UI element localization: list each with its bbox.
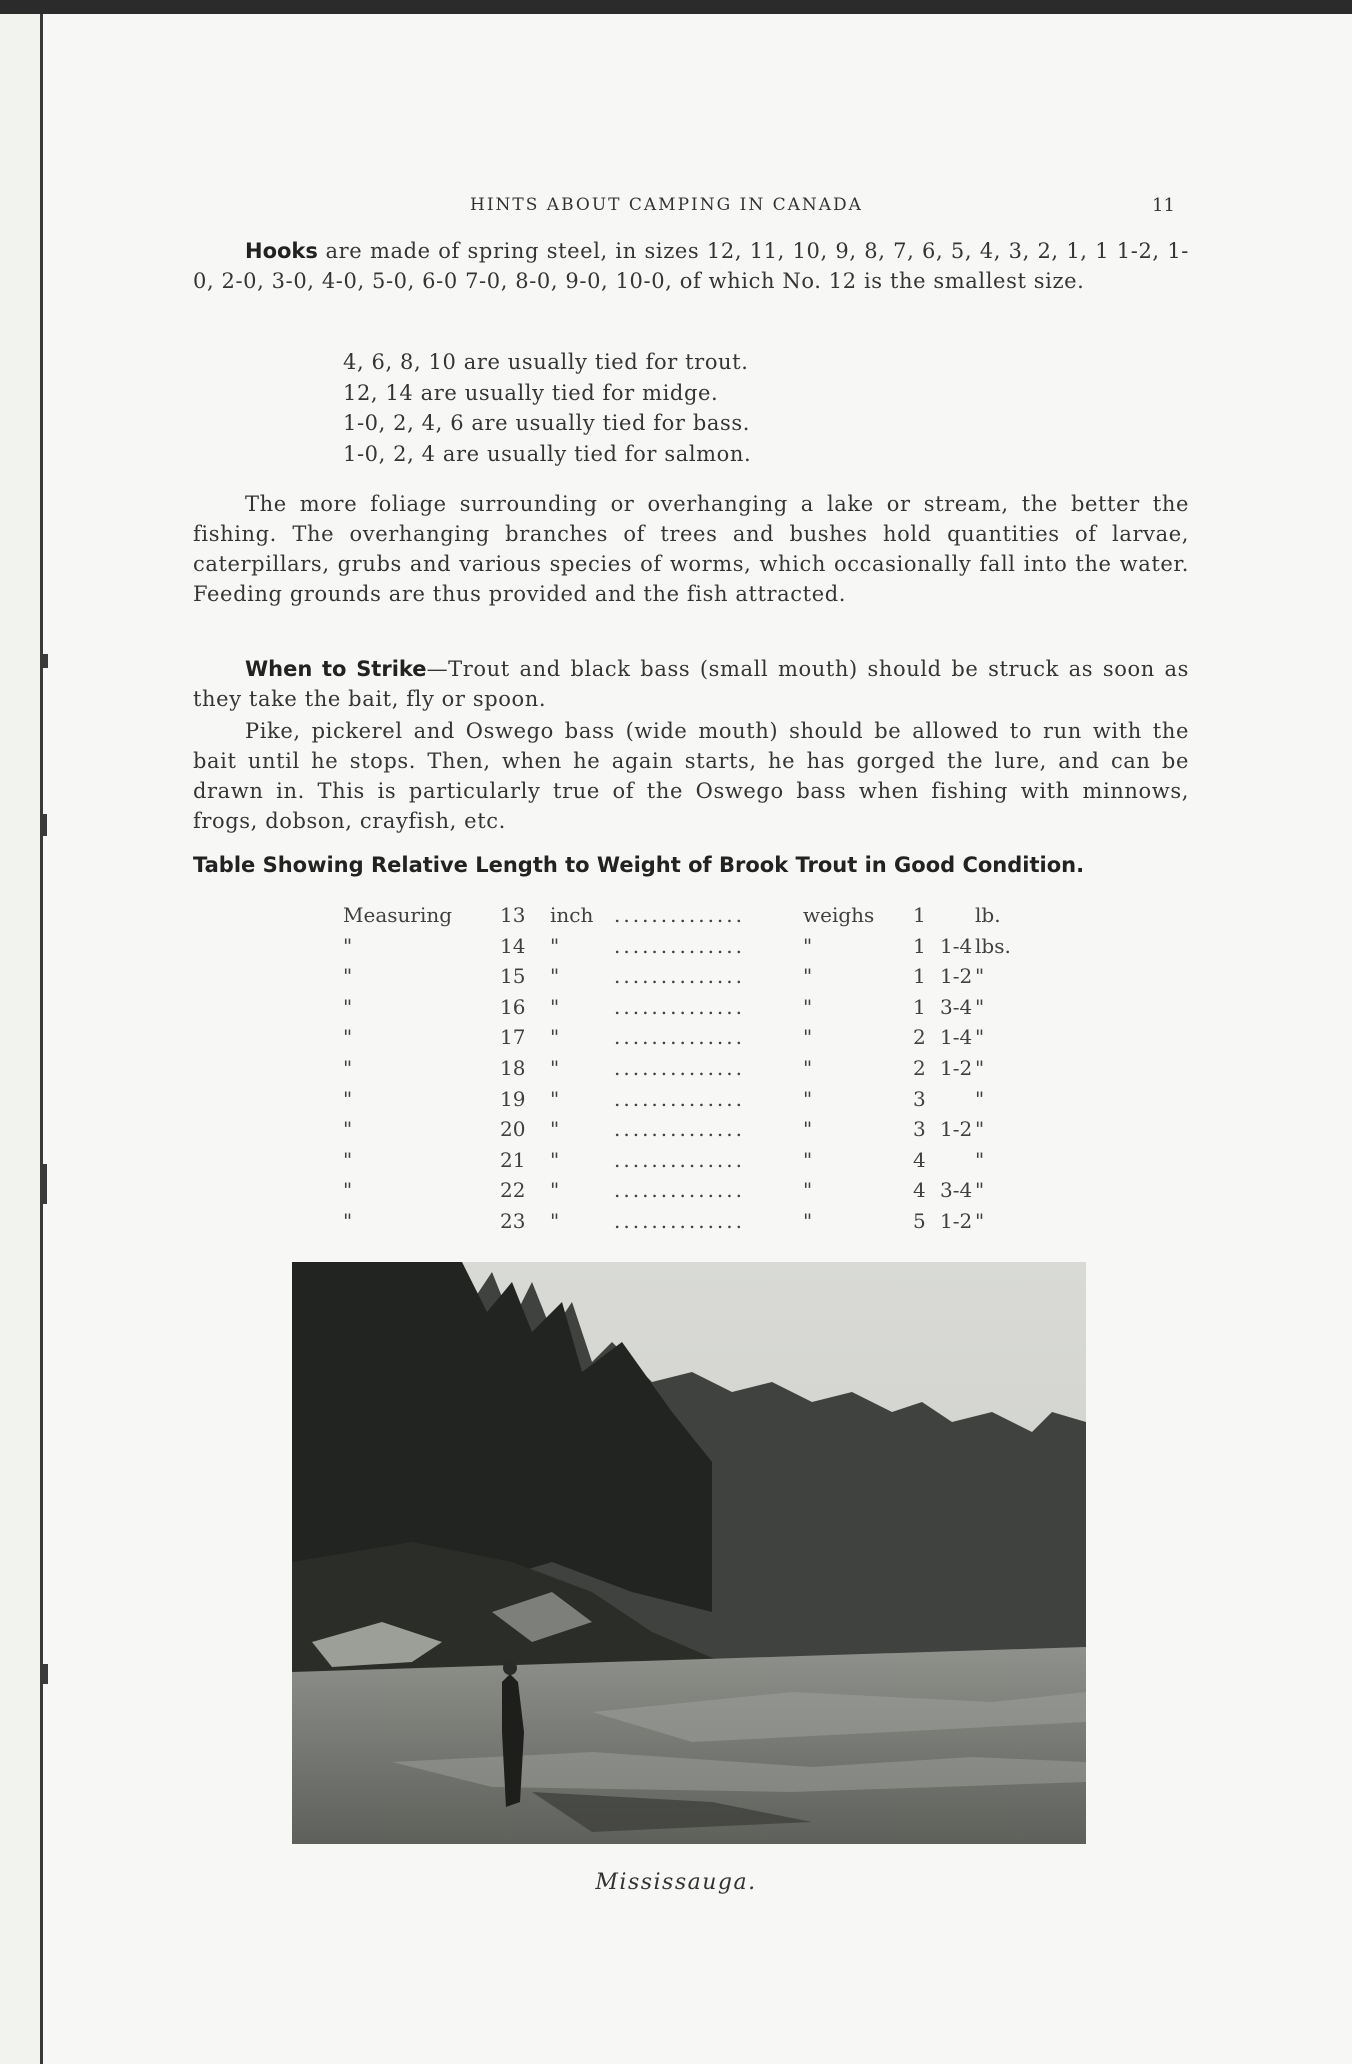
table-cell-leader: .............. [614, 1056, 746, 1080]
spine-mark [43, 1664, 48, 1684]
strike-paragraph-2: Pike, pickerel and Oswego bass (wide mouth) should be allowed to run with the bait until he stops. Then, when he again starts, he has gorged the lure, and can be drawn in. This is particularly true of the Oswego bass when fishing with minnows, frogs, dobson, crayfish, etc. [193, 719, 1189, 833]
table-cell-inch: " [550, 1056, 560, 1080]
table-cell-weight-fraction: 1-2 [940, 964, 973, 989]
hooks-paragraph [193, 236, 1189, 296]
table-cell-weighs: " [803, 1025, 813, 1050]
table-cell-inch: " [550, 1025, 560, 1050]
table-cell-weight-whole: 1 [913, 994, 926, 1019]
table-cell-leader: .............. [614, 1147, 746, 1172]
table-cell-weight-fraction: 1-2 [940, 1117, 973, 1142]
table-cell-inch: inch [550, 903, 594, 927]
table-cell-weighs: " [803, 964, 813, 989]
table-cell-unit: lb. [975, 903, 1001, 927]
table-cell-length: 15 [500, 964, 526, 989]
table-cell-weighs: " [803, 1147, 813, 1172]
strike-text: —Trout and black bass (small mouth) should be struck as soon as they take the bait, fly or spoon. [193, 657, 1189, 711]
table-cell-unit: " [975, 1056, 985, 1080]
table-cell-leader: .............. [614, 933, 746, 958]
table-cell-weight-whole: 5 [913, 1209, 926, 1233]
table-cell-measuring: " [343, 1209, 353, 1233]
foliage-paragraph: The more foliage surrounding or overhanging a lake or stream, the better the fishing. The overhanging branches of trees and bushes hold quantities of larvae, caterpillars, grubs and various species of worms, which occasionally fall into the water. Feeding grounds are thus provided and the fish attracted. [193, 492, 1189, 606]
table-cell-weighs: " [803, 1178, 813, 1203]
table-cell-weight-whole: 1 [913, 933, 926, 958]
table-cell-length: 16 [500, 994, 526, 1019]
table-cell-length: 13 [500, 903, 526, 927]
table-cell-inch: " [550, 1178, 560, 1203]
table-cell-length: 20 [500, 1117, 526, 1142]
table-cell-length: 19 [500, 1086, 526, 1111]
list-item: 12, 14 are usually tied for midge. [343, 380, 719, 405]
table-cell-leader: .............. [614, 903, 746, 927]
table-cell-weight-whole: 3 [913, 1117, 926, 1142]
table-cell-weighs: " [803, 933, 813, 958]
table-cell-leader: .............. [614, 1025, 746, 1050]
table-cell-unit: " [975, 1178, 985, 1203]
table-cell-unit: " [975, 1025, 985, 1050]
table-cell-measuring: " [343, 1147, 353, 1172]
table-cell-unit: " [975, 1147, 985, 1172]
strike-lead: When to Strike [245, 657, 427, 681]
list-item: 4, 6, 8, 10 are usually tied for trout. [343, 350, 749, 374]
table-cell-measuring: " [343, 1178, 353, 1203]
table-cell-leader: .............. [614, 1209, 746, 1233]
hooks-text: are made of spring steel, in sizes 12, 11, 10, 9, 8, 7, 6, 5, 4, 3, 2, 1, 1 1-2, 1-0, 2-0, 3-0, 4-0, 5-0, 6-0 7-0, 8-0, 9-0, 10-0, of which No. 12 is the smallest size. [193, 239, 1189, 293]
spine-mark [43, 654, 48, 668]
table-cell-measuring: " [343, 1056, 353, 1080]
table-cell-measuring: " [343, 994, 353, 1019]
table-cell-weight-fraction: 1-4 [940, 933, 973, 958]
spine-mark [43, 814, 47, 836]
table-cell-weight-whole: 4 [913, 1147, 926, 1172]
river-photo [292, 1262, 1086, 1844]
table-cell-inch: " [550, 933, 560, 958]
list-item: 1-0, 2, 4 are usually tied for salmon. [343, 441, 752, 466]
table-cell-measuring: " [343, 1025, 353, 1050]
table-cell-weight-fraction: 1-2 [940, 1056, 973, 1080]
table-cell-measuring: Measuring [343, 903, 453, 927]
table-cell-weighs: " [803, 1056, 813, 1080]
table-cell-weighs: " [803, 1117, 813, 1142]
table-cell-weight-fraction: 1-4 [940, 1025, 973, 1050]
table-cell-length: 14 [500, 933, 526, 958]
table-cell-unit: " [975, 994, 985, 1019]
table-cell-inch: " [550, 1086, 560, 1111]
table-cell-unit: " [975, 1086, 985, 1111]
table-title: Table Showing Relative Length to Weight of Brook Trout in Good Condition. [193, 853, 1085, 877]
table-cell-inch: " [550, 964, 560, 989]
table-cell-leader: .............. [614, 1178, 746, 1203]
table-cell-measuring: " [343, 964, 353, 989]
table-cell-measuring: " [343, 933, 353, 958]
page-number: 11 [1152, 195, 1175, 216]
table-cell-length: 23 [500, 1209, 526, 1233]
river-photo-image [292, 1262, 1086, 1844]
table-cell-inch: " [550, 1209, 560, 1233]
strike-paragraph [193, 654, 1189, 714]
table-cell-weight-fraction: 1-2 [940, 1209, 973, 1233]
table-cell-length: 18 [500, 1056, 526, 1080]
table-cell-leader: .............. [614, 1117, 746, 1142]
table-cell-weight-fraction: 3-4 [940, 1178, 973, 1203]
table-cell-measuring: " [343, 1086, 353, 1111]
table-cell-weighs: " [803, 1209, 813, 1233]
table-cell-weight-whole: 2 [913, 1056, 926, 1080]
hook-size-list [343, 347, 751, 469]
table-cell-unit: " [975, 1209, 985, 1233]
table-cell-leader: .............. [614, 994, 746, 1019]
table-cell-inch: " [550, 1117, 560, 1142]
table-cell-weight-whole: 3 [913, 1086, 926, 1111]
table-cell-weighs: weighs [803, 903, 875, 927]
table-cell-length: 21 [500, 1147, 526, 1172]
table-cell-weight-whole: 2 [913, 1025, 926, 1050]
table-cell-length: 17 [500, 1025, 526, 1050]
table-cell-weight-fraction: 3-4 [940, 994, 973, 1019]
spine-mark [43, 1164, 47, 1204]
table-cell-measuring: " [343, 1117, 353, 1142]
photo-caption: Mississauga. [595, 1870, 757, 1895]
scan-top-edge [0, 0, 1352, 14]
table-cell-weight-whole: 1 [913, 903, 926, 927]
table-cell-weighs: " [803, 994, 813, 1019]
table-cell-weight-whole: 4 [913, 1178, 926, 1203]
running-header: HINTS ABOUT CAMPING IN CANADA [470, 195, 863, 215]
table-cell-inch: " [550, 994, 560, 1019]
table-cell-unit: " [975, 1117, 985, 1142]
list-item: 1-0, 2, 4, 6 are usually tied for bass. [343, 411, 751, 435]
table-cell-length: 22 [500, 1178, 526, 1203]
hooks-lead: Hooks [245, 239, 318, 263]
table-cell-inch: " [550, 1147, 560, 1172]
table-cell-leader: .............. [614, 964, 746, 989]
table-cell-unit: " [975, 964, 985, 989]
table-cell-leader: .............. [614, 1086, 746, 1111]
table-cell-weight-whole: 1 [913, 964, 926, 989]
table-cell-unit: lbs. [975, 933, 1011, 958]
table-cell-weighs: " [803, 1086, 813, 1111]
